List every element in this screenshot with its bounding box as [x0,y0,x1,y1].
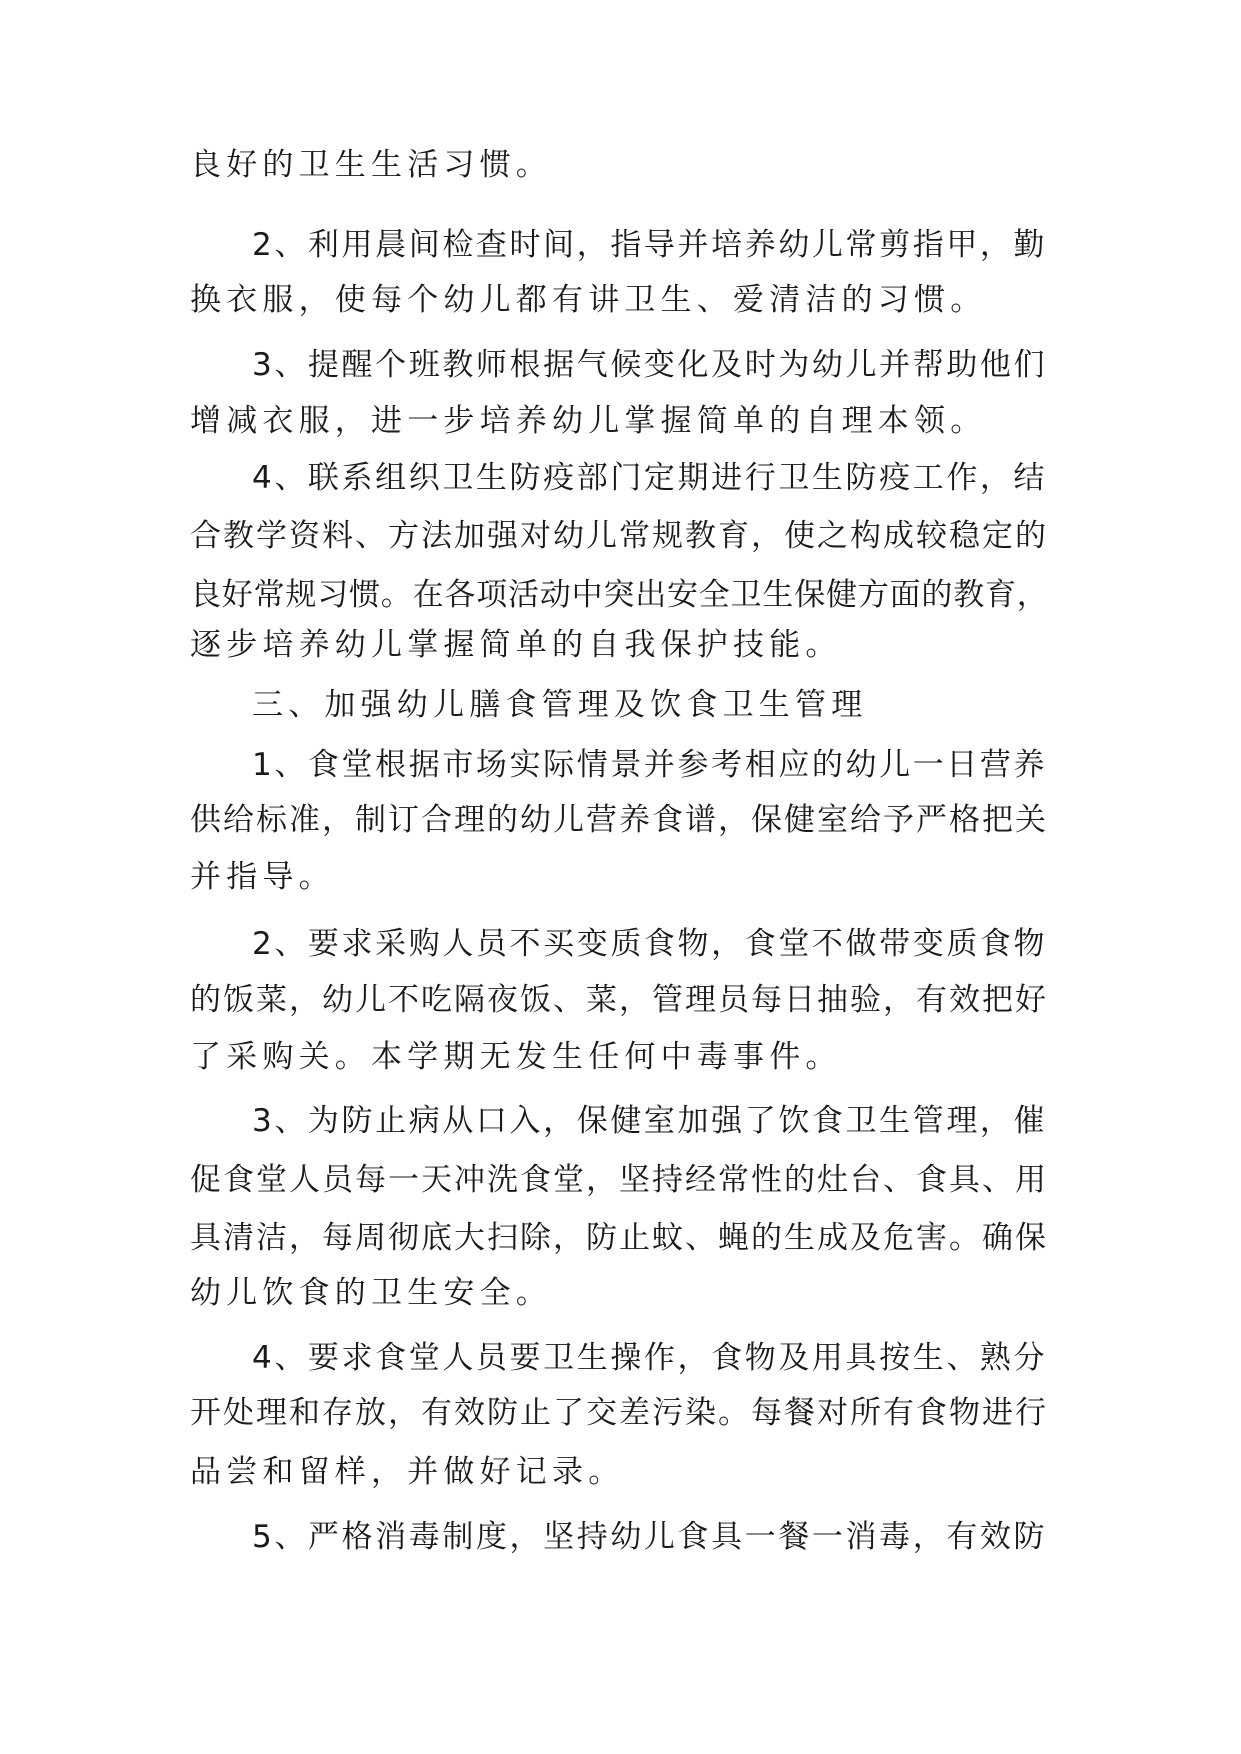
body-text-line: 3、提醒个班教师根据气候变化及时为幼儿并帮助他们 [252,347,1048,383]
body-text-line: 3、为防止病从口入，保健室加强了饮食卫生管理，催 [252,1103,1048,1139]
body-text-line: 2、利用晨间检查时间，指导并培养幼儿常剪指甲，勤 [252,227,1048,263]
body-text-line: 开处理和存放，有效防止了交差污染。每餐对所有食物进行 [190,1395,1048,1431]
body-text-line: 合教学资料、方法加强对幼儿常规教育，使之构成较稳定的 [190,518,1048,554]
body-text-line: 5、严格消毒制度，坚持幼儿食具一餐一消毒，有效防 [252,1519,1048,1555]
body-text-line: 增减衣服，进一步培养幼儿掌握简单的自理本领。 [190,403,987,439]
body-text-line: 并指导。 [190,859,335,895]
body-text-line: 具清洁，每周彻底大扫除，防止蚊、蝇的生成及危害。确保 [190,1220,1048,1256]
body-text-line: 幼儿饮食的卫生安全。 [190,1275,552,1311]
body-text-line: 良好常规习惯。在各项活动中突出安全卫生保健方面的教育， [190,577,1049,613]
body-text-line: 了采购关。本学期无发生任何中毒事件。 [190,1039,842,1075]
body-text-line: 品尝和留样，并做好记录。 [190,1454,625,1490]
body-text-line: 供给标准，制订合理的幼儿营养食谱，保健室给予严格把关 [190,802,1048,838]
body-text-line: 的饭菜，幼儿不吃隔夜饭、菜，管理员每日抽验，有效把好 [190,982,1048,1018]
body-text-line: 促食堂人员每一天冲洗食堂，坚持经常性的灶台、食具、用 [190,1162,1048,1198]
body-text-line: 换衣服，使每个幼儿都有讲卫生、爱清洁的习惯。 [190,282,987,318]
body-text-line: 1、食堂根据市场实际情景并参考相应的幼儿一日营养 [252,747,1048,783]
body-text-line: 逐步培养幼儿掌握简单的自我保护技能。 [190,627,842,663]
body-text-line: 2、要求采购人员不买变质食物，食堂不做带变质食物 [252,926,1048,962]
body-text-line: 4、要求食堂人员要卫生操作，食物及用具按生、熟分 [252,1340,1048,1376]
body-text-line: 4、联系组织卫生防疫部门定期进行卫生防疫工作，结 [252,460,1048,496]
section-heading: 三、加强幼儿膳食管理及饮食卫生管理 [252,687,868,723]
body-text-line: 良好的卫生生活习惯。 [190,147,552,183]
